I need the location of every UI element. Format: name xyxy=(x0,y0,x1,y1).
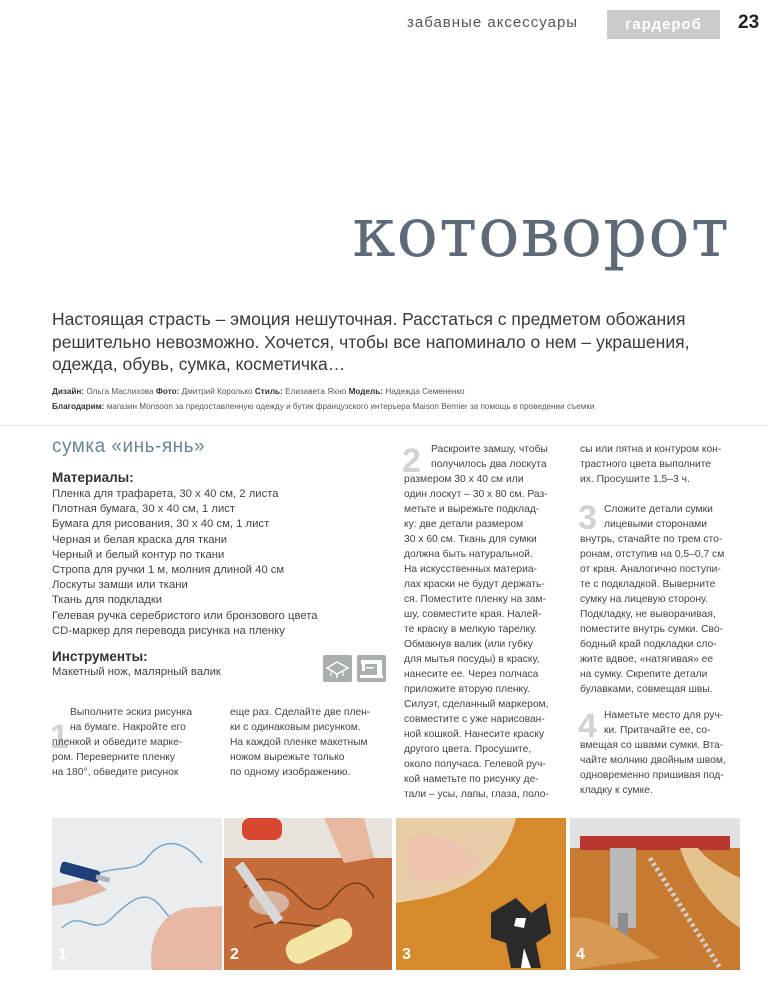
step-line: приложите вторую пленку. xyxy=(404,684,531,695)
step-line: метьте и вырежьте подклад- xyxy=(404,504,540,515)
step-line: должна быть натуральной. xyxy=(404,549,533,560)
material-item: Черная и белая краска для ткани xyxy=(52,533,228,546)
step-line: ром. Переверните пленку xyxy=(52,752,176,763)
step-line: еще раз. Сделайте две плен- xyxy=(230,707,371,718)
step-line: для мытья посуды) в краску, xyxy=(404,654,540,665)
materials-list xyxy=(52,487,382,639)
step-line: вмещая со швами сумки. Вта- xyxy=(580,740,724,751)
step-line: Подкладку, не выворачивая, xyxy=(580,609,716,620)
step-line: Обмакнув валик (или губку xyxy=(404,639,533,650)
section-title: забавные аксессуары xyxy=(407,14,579,31)
step-line: ся. Поместите пленку на зам- xyxy=(404,594,547,605)
material-item: Пленка для трафарета, 30 х 40 см, 2 листа xyxy=(52,488,279,500)
material-item: Бумага для рисования, 30 х 40 см, 1 лист xyxy=(52,518,270,531)
step-line: ной кошкой. Нанесите краску xyxy=(404,729,544,740)
design-credit: Ольга Маслихова xyxy=(86,387,154,396)
step-line: около получаса. Гелевой руч- xyxy=(404,759,546,770)
materials-heading: Материалы: xyxy=(52,470,134,485)
step-line: внутрь, стачайте по трем сто- xyxy=(580,534,723,545)
step-line: ножом вырежьте только xyxy=(230,752,345,763)
material-item: CD-маркер для перевода рисунка на пленку xyxy=(52,624,285,637)
photo-label: Фото: xyxy=(155,387,180,396)
step-line: одновременно пришивая под- xyxy=(580,770,724,781)
step-line: Сложите детали сумки xyxy=(604,504,713,515)
step-line: кой наметьте по рисунку де- xyxy=(404,774,539,785)
tools-text: Макетный нож, малярный валик xyxy=(52,666,221,678)
step-line: Раскроите замшу, чтобы xyxy=(431,444,548,455)
step-line: размером 30 х 40 см или xyxy=(404,474,524,485)
step-line: от края. Аналогично поступи- xyxy=(580,564,721,575)
step-line: тали – усы, лапы, глаза, поло- xyxy=(404,789,549,800)
photo-credit: Дмитрий Королько xyxy=(181,387,253,396)
material-item: Лоскуты замши или ткани xyxy=(52,579,188,592)
step-3-text xyxy=(578,499,745,697)
step-line: другого цвета. Просушите, xyxy=(404,744,532,755)
photo-number: 1 xyxy=(58,946,67,963)
step-line: один лоскут – 30 х 80 см. Раз- xyxy=(404,489,548,500)
step-line: 30 х 60 см. Ткань для сумки xyxy=(404,534,537,545)
divider xyxy=(0,425,768,426)
section-tab: гардероб xyxy=(607,10,720,39)
tools-heading: Инструменты: xyxy=(52,649,148,664)
step-line: поместите внутрь сумки. Сво- xyxy=(580,624,724,635)
step-1-text-cont xyxy=(230,705,390,780)
step-line: сы или пятна и контуром кон- xyxy=(580,444,722,455)
step-line: те с подкладкой. Выверните xyxy=(580,579,716,590)
difficulty-icon xyxy=(323,655,352,682)
article-title: котоворот xyxy=(352,193,730,273)
step-line: на 180°, обведите рисунок xyxy=(52,767,179,778)
step-number: 4 xyxy=(578,707,597,745)
step-line: сумку на лицевую сторону. xyxy=(580,594,709,605)
photo-number: 3 xyxy=(402,946,411,963)
step-line: на бумаге. Накройте его xyxy=(70,722,186,733)
step-line: на сумку. Скрепите детали xyxy=(580,669,708,680)
photo-step-1 xyxy=(52,818,222,970)
step-line: На каждой пленке макетным xyxy=(230,737,368,748)
thanks-text: магазин Monsoon за предоставленную одежду и бутик французского интерьера Maison Bernier за помощь в проведении съемки xyxy=(106,402,595,411)
step-line: кладку к сумке. xyxy=(580,785,653,796)
material-item: Плотная бумага, 30 х 40 см, 1 лист xyxy=(52,503,236,516)
style-label: Стиль: xyxy=(254,387,283,396)
photo-step-2 xyxy=(224,818,392,970)
material-item: Стропа для ручки 1 м, молния длиной 40 см xyxy=(52,564,285,577)
step-line: Выполните эскиз рисунка xyxy=(70,707,193,718)
step-line: совместите с уже нарисован- xyxy=(404,714,545,725)
step-line: трастного цвета выполните xyxy=(580,459,712,470)
step-line: их. Просушите 1,5–3 ч. xyxy=(580,474,690,485)
step-line: На искусственных материа- xyxy=(404,564,537,575)
step-line: пленкой и обведите марке- xyxy=(52,737,183,748)
step-line: булавками, совмещая швы. xyxy=(580,684,713,695)
material-item: Гелевая ручка серебристого или бронзового цвета xyxy=(52,609,318,622)
step-number: 1 xyxy=(50,718,69,756)
step-4-text xyxy=(580,708,745,798)
step-line: получилось два лоскута xyxy=(431,459,547,470)
step-line: ки с одинаковым рисунком. xyxy=(230,722,361,733)
thanks-label: Благодарим: xyxy=(52,402,105,411)
photo-step-3 xyxy=(396,818,566,970)
step-line: Силуэт, сделанный маркером, xyxy=(404,699,549,710)
step-number: 3 xyxy=(578,499,597,537)
step-line: лицевыми сторонами xyxy=(604,519,708,530)
model-credit: Надежда Семененко xyxy=(385,387,465,396)
sewing-machine-icon xyxy=(357,655,386,682)
photo-number: 2 xyxy=(230,946,239,963)
step-2-text-cont xyxy=(580,442,745,487)
step-line: лах краски не будут держать- xyxy=(404,579,545,590)
model-label: Модель: xyxy=(348,387,384,396)
step-line: жите вдвое, «натягивая» ее xyxy=(580,654,714,665)
article-intro: Настоящая страсть – эмоция нешуточная. Расстаться с предметом обожания решительно невозможно. Хочется, чтобы все напоминало о нем – украшения, одежда, обувь, сумка, косметичка… xyxy=(52,309,690,374)
material-item: Черный и белый контур по ткани xyxy=(52,548,225,561)
step-line: бодный край подкладки сло- xyxy=(580,639,717,650)
step-1-text xyxy=(52,705,212,780)
style-credit: Елизавета Яхно xyxy=(285,387,347,396)
step-line: по одному изображению. xyxy=(230,767,351,778)
step-line: шу, совместите края. Налей- xyxy=(404,609,542,620)
step-line: те краску в мелкую тарелку. xyxy=(404,624,538,635)
photo-step-4 xyxy=(570,818,740,970)
credits-line xyxy=(52,387,465,396)
design-label: Дизайн: xyxy=(52,387,85,396)
photo-number: 4 xyxy=(576,946,585,963)
step-line: нанесите ее. Через полчаса xyxy=(404,669,539,680)
step-line: ронам, отступив на 0,5–0,7 см xyxy=(580,549,725,560)
step-2-text xyxy=(404,442,564,802)
step-number: 2 xyxy=(402,442,421,480)
page-number: 23 xyxy=(738,12,760,33)
project-title: сумка «инь-янь» xyxy=(52,436,206,457)
step-line: ку: две детали размером xyxy=(404,519,524,530)
thanks-line xyxy=(52,402,595,411)
step-line: Наметьте место для руч- xyxy=(604,710,724,721)
step-line: ки. Притачайте ее, со- xyxy=(604,725,711,736)
material-item: Ткань для подкладки xyxy=(52,594,163,607)
step-line: чайте молнию двойным швом, xyxy=(580,755,726,766)
